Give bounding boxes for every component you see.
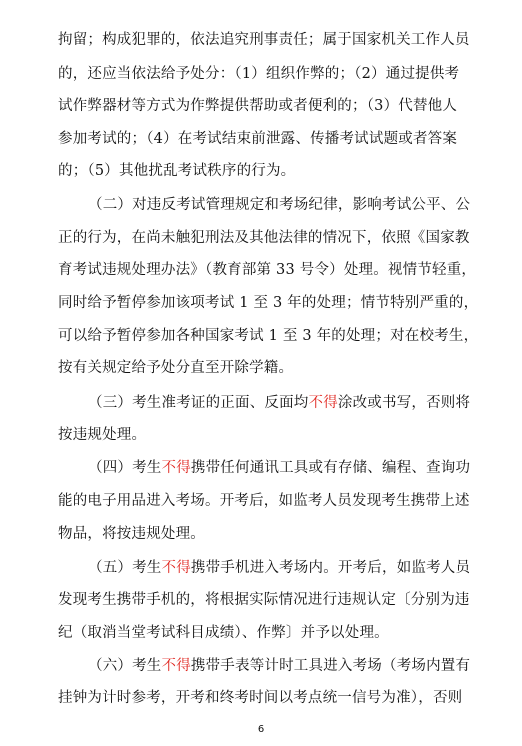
paragraph-3-line-1 <box>88 393 471 413</box>
paragraph-3-line-2: 按违规处理。 <box>58 427 147 443</box>
paragraph-5-highlight: 不得 <box>161 560 191 576</box>
paragraph-4-line-3: 物品，将按违规处理。 <box>58 526 205 542</box>
paragraph-1-line-1: 拘留；构成犯罪的，依法追究刑事责任；属于国家机关工作人员 <box>58 32 470 48</box>
paragraph-5-line-1 <box>88 558 471 578</box>
paragraph-1-line-5: 的；（5）其他扰乱考试秩序的行为。 <box>58 163 296 179</box>
paragraph-6-text-after: 携带手表等计时工具进入考场（考场内置有 <box>190 658 471 674</box>
paragraph-3-highlight: 不得 <box>308 395 338 411</box>
paragraph-2-line-4: 同时给予暂停参加该项考试 1 至 3 年的处理；情节特别严重的， <box>58 295 479 311</box>
paragraph-2-line-3: 育考试违规处理办法》（教育部第 33 号令）处理。视情节轻重， <box>58 262 477 278</box>
paragraph-2-line-6: 按有关规定给予处分直至开除学籍。 <box>58 360 294 376</box>
paragraph-4-text-before: （四）考生 <box>88 460 162 476</box>
paragraph-3-text-after: 涂改或书写，否则将 <box>337 395 471 411</box>
paragraph-6-highlight: 不得 <box>161 658 191 674</box>
paragraph-2-line-5: 可以给予暂停参加各种国家考试 1 至 3 年的处理；对在校考生， <box>58 328 479 344</box>
paragraph-2-line-1: （二）对违反考试管理规定和考场纪律，影响考试公平、公 <box>88 197 471 213</box>
paragraph-6-line-2: 挂钟为计时参考，开考和终考时间以考点统一信号为准），否则 <box>58 690 463 706</box>
paragraph-6-text-before: （六）考生 <box>88 658 162 674</box>
paragraph-6-line-1 <box>88 656 471 676</box>
paragraph-1-line-4: 参加考试的；（4）在考试结束前泄露、传播考试试题或者答案 <box>58 131 458 147</box>
paragraph-2-line-2: 正的行为，在尚未触犯刑法及其他法律的情况下，依照《国家教 <box>58 230 470 246</box>
paragraph-4-text-after: 携带任何通讯工具或有存储、编程、查询功 <box>190 460 471 476</box>
paragraph-4-highlight: 不得 <box>161 460 191 476</box>
paragraph-1-line-3: 试作弊器材等方式为作弊提供帮助或者便利的；（3）代替他人 <box>58 98 458 114</box>
paragraph-4-line-1 <box>88 458 471 478</box>
paragraph-5-text-before: （五）考生 <box>88 560 162 576</box>
paragraph-5-line-2: 发现考生携带手机的，将根据实际情况进行违规认定〔分别为违 <box>58 592 470 608</box>
paragraph-5-text-after: 携带手机进入考场内。开考后，如监考人员 <box>190 560 471 576</box>
paragraph-5-line-3: 纪（取消当堂考试科目成绩）、作弊〕并予以处理。 <box>58 625 389 641</box>
paragraph-1-line-2: 的，还应当依法给予处分：（1）组织作弊的；（2）通过提供考 <box>58 66 460 82</box>
page-number: 6 <box>257 724 265 735</box>
paragraph-4-line-2: 能的电子用品进入考场。开考后，如监考人员发现考生携带上述 <box>58 493 470 509</box>
paragraph-3-text-before: （三）考生准考证的正面、反面均 <box>88 395 309 411</box>
